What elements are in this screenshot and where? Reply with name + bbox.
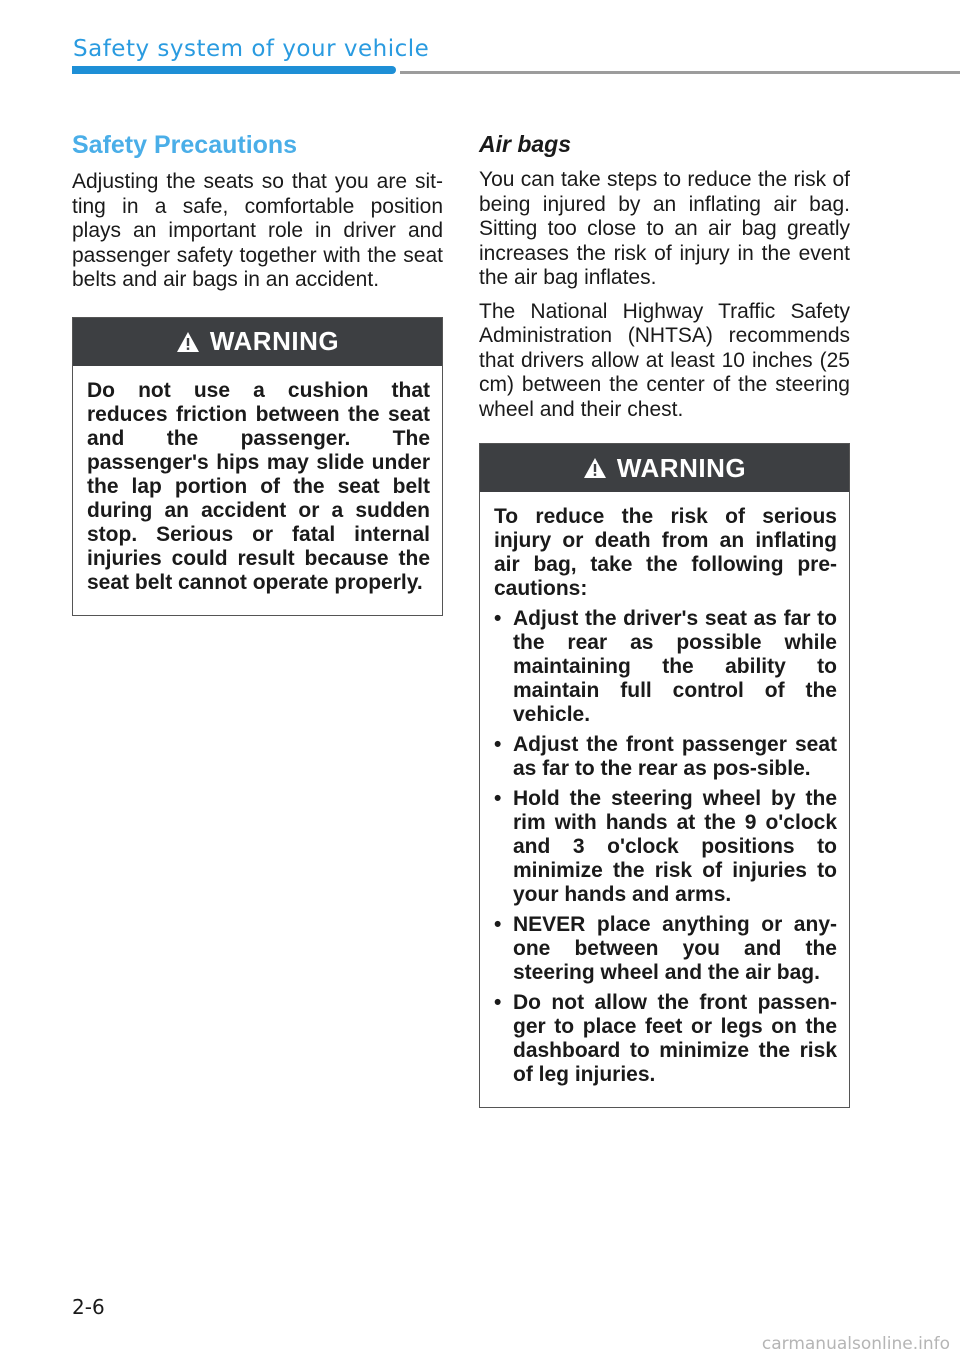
warning-body <box>73 366 442 615</box>
warning-intro: To reduce the risk of serious injury or death from an inflating air bag, take the following pre-cautions: <box>494 505 837 600</box>
cushion-warning-box <box>72 317 443 616</box>
intro-paragraph: Adjusting the seats so that you are sit-ting in a safe, comfortable position plays an important role in driver and passenger safety together with the seat belts and air bags in an accident. <box>72 170 443 291</box>
header-accent-bar <box>72 66 396 74</box>
page-number: 2-6 <box>72 1295 105 1319</box>
section-heading: Safety Precautions <box>72 131 298 159</box>
right-column <box>479 128 850 1108</box>
airbags-heading: Air bags <box>479 131 572 157</box>
warning-header <box>480 444 849 492</box>
header-title: Safety system of your vehicle <box>73 36 430 62</box>
list-item: • Do not allow the front passen-ger to place feet or legs on the dashboard to minimize the risk of leg injuries. <box>494 991 837 1087</box>
warning-triangle-icon <box>176 331 200 353</box>
airbag-warning-box <box>479 443 850 1108</box>
airbags-paragraph: You can take steps to reduce the risk of being injured by an inflating air bag. Sitting too close to an air bag greatly increases the risk of injury in the event the air bag inflates. <box>479 168 850 289</box>
list-item: • Hold the steering wheel by the rim with hands at the 9 o'clock and 3 o'clock positions to minimize the risk of injuries to your hands and arms. <box>494 787 837 907</box>
warning-triangle-icon <box>583 457 607 479</box>
precaution-list <box>494 607 837 1087</box>
list-item: • Adjust the front passenger seat as far to the rear as pos-sible. <box>494 733 837 781</box>
left-column <box>72 128 443 616</box>
list-item: • NEVER place anything or any-one between you and the steering wheel and the air bag. <box>494 913 837 985</box>
warning-title: WARNING <box>209 326 340 356</box>
warning-body <box>480 492 849 1107</box>
watermark: carmanualsonline.info <box>761 1334 950 1354</box>
header-rule <box>400 71 960 74</box>
list-item: • Adjust the driver's seat as far to the rear as possible while maintaining the ability to maintain full control of the vehicle. <box>494 607 837 727</box>
warning-title: WARNING <box>616 452 747 483</box>
warning-text: Do not use a cushion that reduces friction between the seat and the passenger. The passenger's hips may slide under the lap portion of the seat belt during an accident or a sudden stop. Serious or fatal internal injuries could result because the seat belt cannot operate properly. <box>87 378 430 594</box>
nhtsa-paragraph: The National Highway Traffic Safety Administration (NHTSA) recommends that drivers allow at least 10 inches (25 cm) between the center of the steering wheel and their chest. <box>479 299 850 421</box>
warning-header <box>73 318 442 366</box>
